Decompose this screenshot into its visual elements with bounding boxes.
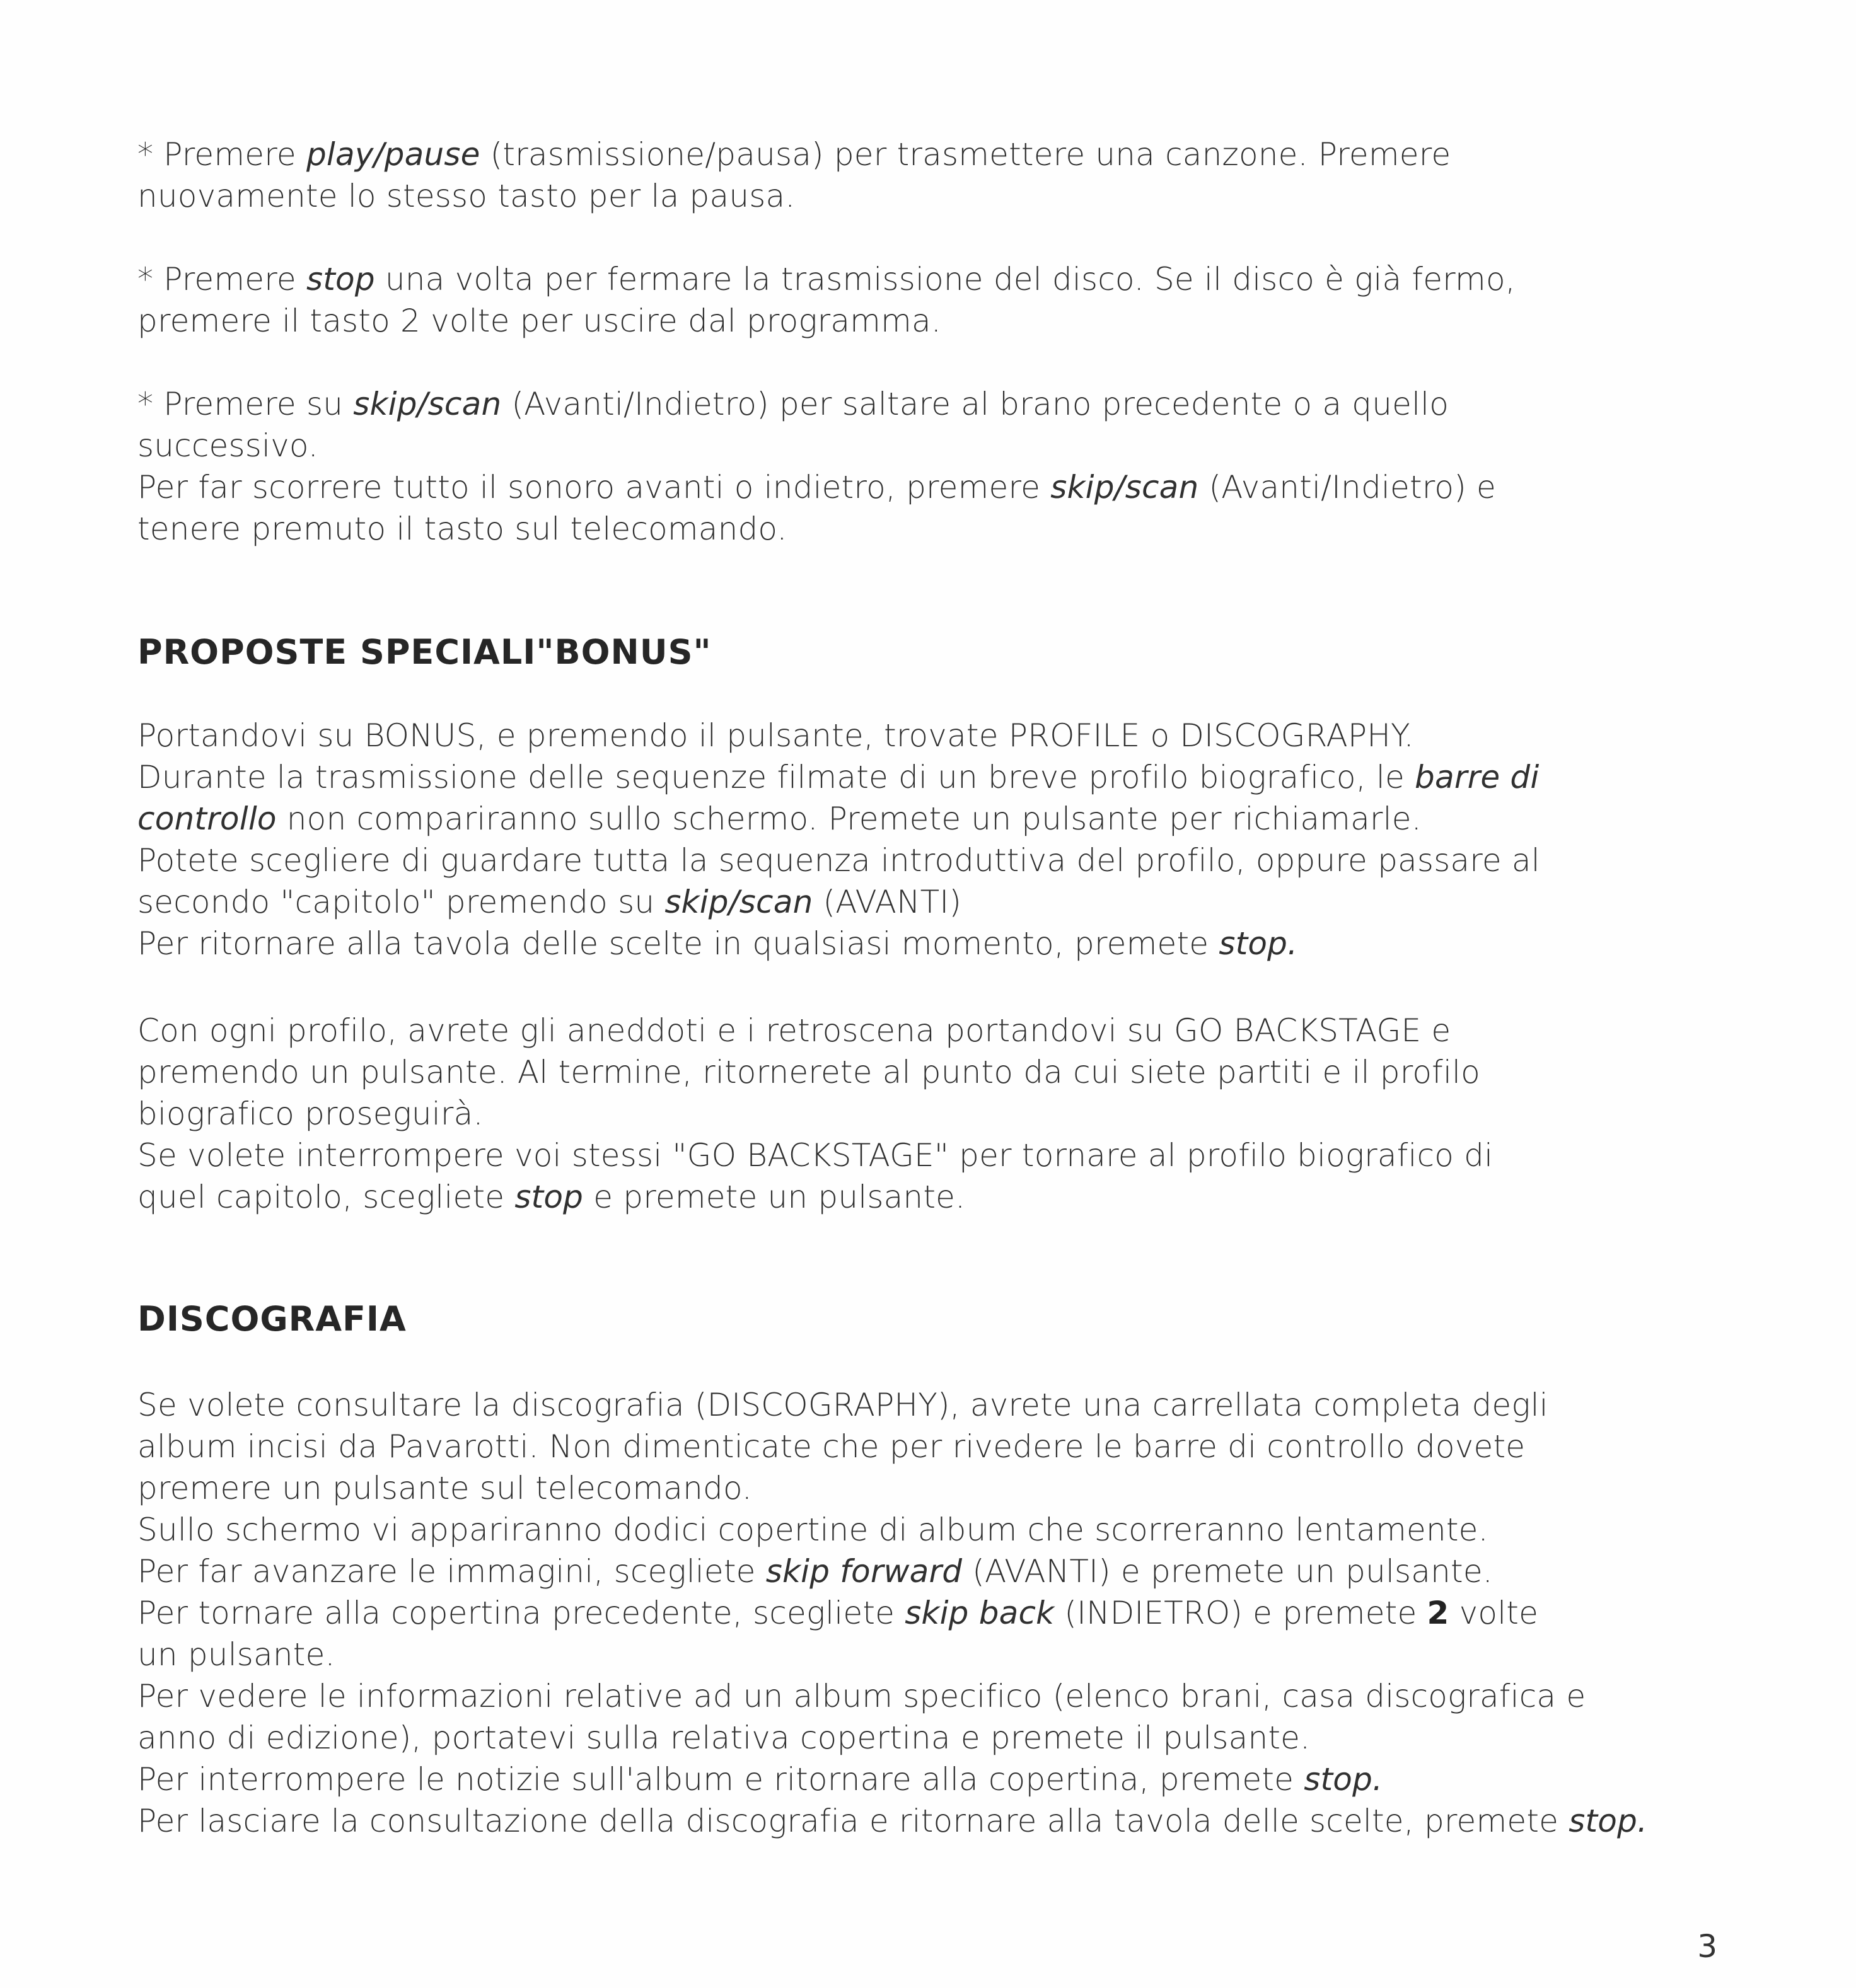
text-line: Per ritornare alla tavola delle scelte in qualsiasi momento, premete stop.: [137, 925, 1298, 962]
text-line: Portandovi su BONUS, e premendo il pulsante, trovate PROFILE o DISCOGRAPHY.: [137, 717, 1414, 754]
paragraph-backstage: [137, 1010, 1663, 1218]
text-line: Sullo schermo vi appariranno dodici copertine di album che scorreranno lentamente.: [137, 1511, 1488, 1548]
text-line: album incisi da Pavarotti. Non dimenticate che per rivedere le barre di controllo dovete: [137, 1428, 1526, 1465]
text-line: successivo.: [137, 427, 318, 464]
text-line: Potete scegliere di guardare tutta la sequenza introduttiva del profilo, oppure passare al: [137, 842, 1540, 879]
text-line: nuovamente lo stesso tasto per la pausa.: [137, 178, 796, 214]
text-line: Per far scorrere tutto il sonoro avanti o indietro, premere skip/scan (Avanti/Indietro) e: [137, 469, 1496, 506]
text-line: premere un pulsante sul telecomando.: [137, 1470, 752, 1506]
text-line: Se volete interrompere voi stessi "GO BACKSTAGE" per tornare al profilo biografico di: [137, 1137, 1494, 1174]
paragraph-bonus: [137, 715, 1663, 964]
text-line: Per vedere le informazioni relative ad un album specifico (elenco brani, casa discografica e: [137, 1678, 1586, 1714]
text-line: Per tornare alla copertina precedente, scegliete skip back (INDIETRO) e premete 2 volte: [137, 1595, 1539, 1631]
text-line: Per far avanzare le immagini, scegliete skip forward (AVANTI) e premete un pulsante.: [137, 1553, 1493, 1590]
paragraph-skip-scan: [137, 383, 1663, 550]
text-line: premendo un pulsante. Al termine, ritornerete al punto da cui siete partiti e il profilo: [137, 1054, 1480, 1090]
paragraph-discografia: [137, 1384, 1663, 1842]
text-line: premere il tasto 2 volte per uscire dal programma.: [137, 303, 941, 339]
text-line: tenere premuto il tasto sul telecomando.: [137, 511, 787, 547]
section-heading-bonus: PROPOSTE SPECIALI"BONUS": [137, 632, 712, 672]
section-heading-discografia: DISCOGRAFIA: [137, 1299, 407, 1339]
text-line: controllo non compariranno sullo schermo. Premete un pulsante per richiamarle.: [137, 800, 1422, 837]
text-line: un pulsante.: [137, 1636, 335, 1673]
text-line: anno di edizione), portatevi sulla relativa copertina e premete il pulsante.: [137, 1719, 1311, 1756]
text-line: * Premere su skip/scan (Avanti/Indietro) per saltare al brano precedente o a quello: [137, 386, 1449, 422]
text-line: * Premere stop una volta per fermare la trasmissione del disco. Se il disco è già fermo,: [137, 261, 1516, 298]
paragraph-play-pause: [137, 134, 1663, 217]
paragraph-stop: [137, 258, 1663, 342]
text-line: Per lasciare la consultazione della discografia e ritornare alla tavola delle scelte, premete stop.: [137, 1803, 1648, 1839]
text-line: quel capitolo, scegliete stop e premete un pulsante.: [137, 1179, 966, 1215]
text-line: Se volete consultare la discografia (DISCOGRAPHY), avrete una carrellata completa degli: [137, 1387, 1548, 1423]
text-line: secondo "capitolo" premendo su skip/scan (AVANTI): [137, 884, 962, 920]
page-number: 3: [1697, 1928, 1717, 1965]
text-line: Con ogni profilo, avrete gli aneddoti e i retroscena portandovi su GO BACKSTAGE e: [137, 1012, 1451, 1049]
text-line: Durante la trasmissione delle sequenze filmate di un breve profilo biografico, le barre di: [137, 759, 1540, 795]
text-line: * Premere play/pause (trasmissione/pausa) per trasmettere una canzone. Premere: [137, 136, 1451, 173]
text-line: Per interrompere le notizie sull'album e ritornare alla copertina, premete stop.: [137, 1761, 1383, 1798]
text-line: biografico proseguirà.: [137, 1095, 484, 1132]
